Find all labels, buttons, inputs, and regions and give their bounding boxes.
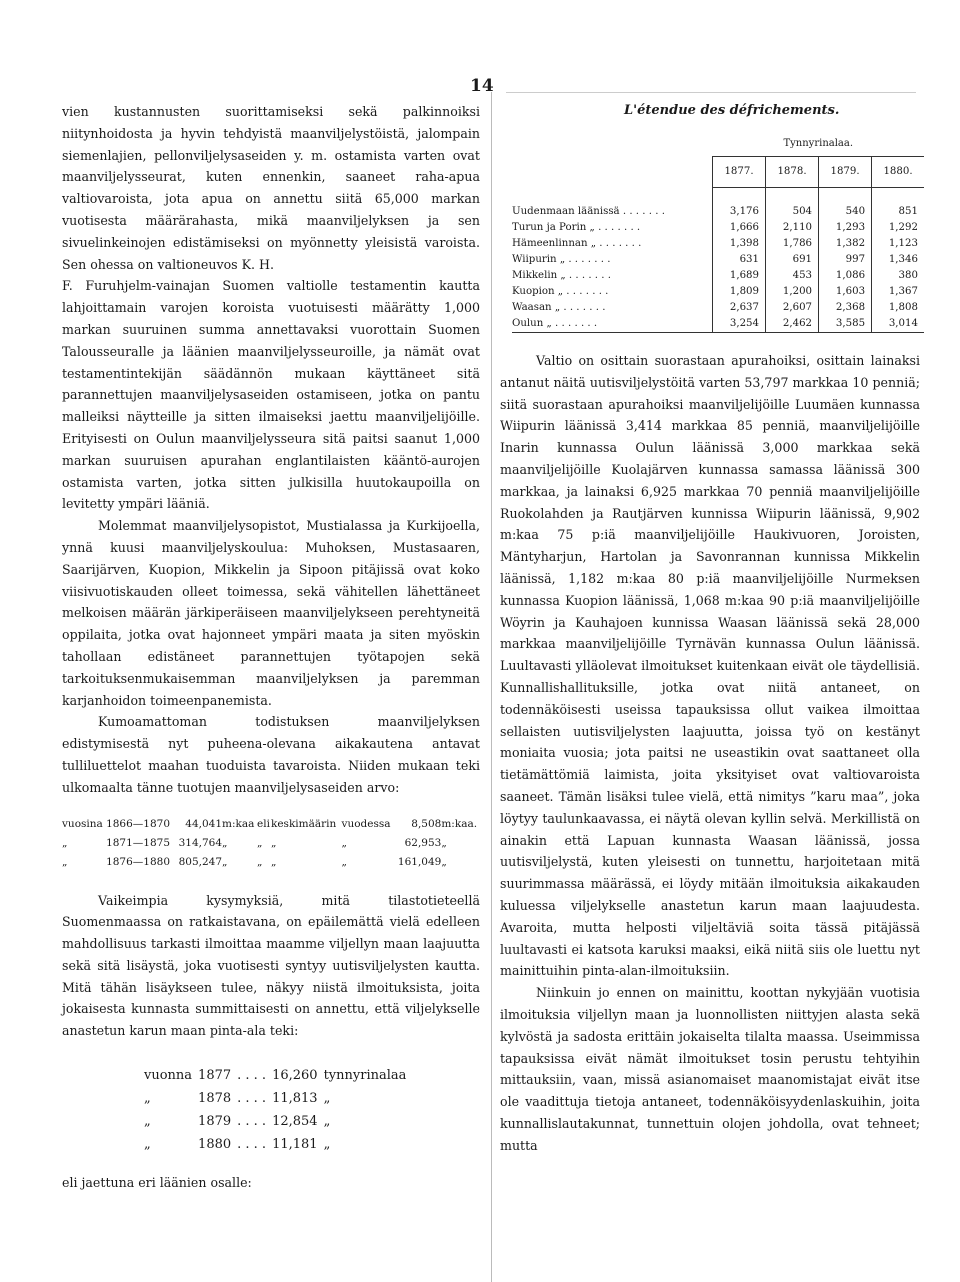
table-corner [512,132,713,157]
table-cell: 8,508 [411,817,442,830]
table-cell: 1866—1870 [106,817,171,830]
left-paragraph-2: F. Furuhjelm-vainajan Suomen valtiolle testamentin kautta lahjoittamain varojen koroista vuotuisesti määrätty 1,000 markan suuruinen summa annettavaksi vuorottain Suomen Talousseuralle ja läänien maanviljelysseuroille, ja nämät ovat testamentintekijän säädännön mukaan käyttäneet sitä parannettujen maanviljelysaseiden ostamiseen, jotka on pantu malleiksi näytteille ja sitten ilmaiseksi jaettu maanviljelijöille. Erityisesti on Oulun maanviljelysseura sitä paitsi saanut 1,000 markan suuruisen apurahan englantilaisten kääntö-aurojen ostamista varten, jotka sitten julkisilla huutokaupoilla on levitetty ympäri lääniä. [62,278,480,512]
right-paragraph-2: Niinkuin jo ennen on mainittu, koottan nykyjään vuotisia ilmoituksia viljellyn maan ja luonnollisten niittyjen alasta sekä kylvöstä ja sadosta erittäin jokaiselta tilalta maassa. Useimmissa tapauksissa eivät nämät ilmoitukset tosin perustu tehtyihin mittauksiin, vaan, missä asianomaiset maanomistajat eivät itse ole vaadittuja tietoja antaneet, todennäköisyydenlaskuihin, joita kunnallislautakunnat, tunnettuin olojen johdolla, ovat tehneet; mutta [500,985,920,1153]
table-cell: vuosina [62,817,103,830]
table-header-row [512,157,924,188]
year-value: 11,181 [272,1137,318,1153]
year-label: 1877 [198,1068,232,1084]
table-cell: 1,292 [872,220,924,236]
year-unit: tynnyrinalaa [323,1068,407,1084]
table-cell: 380 [872,268,924,284]
table-cell: 1,367 [872,284,924,300]
table-cell: 3,176 [713,204,766,220]
table-column-header: 1879. [819,157,872,188]
year-value: 11,813 [272,1091,318,1107]
page-number: 14 [470,76,494,96]
table-cell: 1,398 [713,236,766,252]
table-cell: 1,200 [766,284,819,300]
table-cell: 1,382 [819,236,872,252]
year-label: 1879 [198,1114,232,1130]
year-unit: „ [323,1091,331,1107]
table-cell: 2,110 [766,220,819,236]
leader-dots: . . . . [237,1114,267,1130]
table-cell: 2,462 [766,316,819,333]
table-cell: „ [441,855,447,868]
table-cell: 805,247 [178,855,223,868]
table-cell: m:kaa. [441,817,478,830]
row-label: Hämeenlinnan „ . . . . . . . [512,238,642,249]
table-cell: 1876—1880 [106,855,171,868]
table-cell: 1,666 [713,220,766,236]
table-unit-label: Tynnyrinalaa. [713,132,924,157]
table-cell: m:kaa [222,817,255,830]
row-label: Wiipurin „ . . . . . . . [512,254,611,265]
year-row [144,1110,412,1133]
table-cell: 2,637 [713,300,766,316]
table-cell: „ [222,836,228,849]
table-cell: 453 [766,268,819,284]
table-cell: 1,086 [819,268,872,284]
table-cell: eli [257,817,270,830]
table-cell: 62,953 [404,836,442,849]
table-cell: „ [341,836,347,849]
table-spacer [512,188,924,205]
import-value-row [62,834,480,853]
table-cell: „ [62,855,68,868]
table-row [512,284,924,300]
table-cell: „ [341,855,347,868]
table-cell: „ [257,855,263,868]
table-cell: 1871—1875 [106,836,171,849]
table-unit-row [512,132,924,157]
row-label: Turun ja Porin „ . . . . . . . [512,222,641,233]
table-cell: keskimäärin [270,817,337,830]
year-value: 12,854 [272,1114,318,1130]
table-corner [512,157,713,188]
table-column-header: 1880. [872,157,924,188]
table-cell: „ [222,855,228,868]
year-prefix: vuonna [144,1068,193,1084]
import-value-row [62,853,480,872]
table-cell: vuodessa [341,817,391,830]
year-label: 1878 [198,1091,232,1107]
table-cell: 504 [766,204,819,220]
table-row [512,220,924,236]
year-unit: „ [323,1114,331,1130]
left-paragraph-1: vien kustannusten suorittamiseksi sekä palkinnoiksi niitynhoidosta ja hyvin tehdyistä maanviljelystöistä, jalompain siemenlajien, pellonviljelysaseiden y. m. ostamista varten ovat maanviljelysseurat, kuten ennenkin, saaneet raha-apua valtiovaroista, jota apua on annettu siitä 65,000 markan vuotisesta määrärahasta, mikä maanviljelyksen ja sen sivuelinkeinojen edistämiseksi on myönnetty yleisistä varoista. Sen ohessa on valtioneuvos K. H. [62,104,480,272]
table-cell: „ [270,836,277,849]
row-label: Oulun „ . . . . . . . [512,316,713,333]
table-title: L'étendue des défrichements. [624,103,840,118]
row-label: Uudenmaan läänissä . . . . . . . [512,206,665,217]
left-paragraph-5: Vaikeimpia kysymyksiä, mitä tilastotieteellä Suomenmaassa on ratkaistavana, on epäilemättä vielä edelleen mahdollisuus tarkasti ilmoittaa maamme viljellyn maan laajuutta sekä sitä lisäystä, joka vuotisesti syntyy uutisviljelysten kautta. Mitä tähän lisäykseen tulee, näkyy niistä ilmoituksista, joita jokaisesta kunnasta summittaisesti on annettu, että viljelykselle anastetun karun maan pinta-ala teki: [62,892,480,1039]
table-cell: 1,808 [872,300,924,316]
table-cell: 1,603 [819,284,872,300]
year-row [144,1064,412,1087]
leader-dots: . . . . [237,1091,267,1107]
column-divider [491,92,492,1282]
table-cell: 2,607 [766,300,819,316]
table-cell: 631 [713,252,766,268]
table-row [512,236,924,252]
year-row [144,1087,412,1110]
table-column-header: 1878. [766,157,819,188]
leader-dots: . . . . [237,1068,267,1084]
left-paragraph-3: Molemmat maanviljelysopistot, Mustialassa ja Kurkijoella, ynnä kuusi maanviljelyskoulua: Muhoksen, Mustasaaren, Saarijärven, Kuopion, Mikkelin ja Sipoon pitäjissä ovat koko viisivuotiskauden olleet toimessa, sekä vähitellen lähettäneet melkoisen määrän järkiperäiseen maanviljelykseen perehtyneitä oppilaita, jotka ovat hajonneet ympäri maata ja siten myöskin tahollaan edistäneet parannettujen työtapojen sekä tarkoituksenmukaisemman maanviljelyksen ja paremman karjanhoidon toimeenpanemista. [62,518,480,708]
table-cell: 1,809 [713,284,766,300]
table-cell: 997 [819,252,872,268]
table-cell: „ [62,836,68,849]
header-rule [506,92,916,93]
year-label: 1880 [198,1137,232,1153]
table-cell: 314,764 [178,836,223,849]
table-cell: 2,368 [819,300,872,316]
left-column [62,101,480,1194]
row-label: Waasan „ . . . . . . . [512,302,606,313]
table-row [512,268,924,284]
year-value: 16,260 [272,1068,318,1084]
year-prefix: „ [144,1091,151,1107]
year-row [144,1133,412,1156]
right-column [500,350,920,1156]
table-cell: 3,014 [872,316,924,333]
row-label: Mikkelin „ . . . . . . . [512,270,611,281]
table-cell: 1,346 [872,252,924,268]
table-cell: 3,585 [819,316,872,333]
table-cell: „ [270,855,277,868]
table-cell: 1,293 [819,220,872,236]
table-cell: 44,041 [185,817,223,830]
table-cell: 691 [766,252,819,268]
table-row [512,252,924,268]
import-value-table [62,815,480,872]
table-cell: „ [257,836,263,849]
table-cell: 1,123 [872,236,924,252]
row-label: Kuopion „ . . . . . . . [512,286,609,297]
table-row [512,204,924,220]
year-unit: „ [323,1137,331,1153]
table-cell: 851 [872,204,924,220]
leader-dots: . . . . [237,1137,267,1153]
year-prefix: „ [144,1137,151,1153]
table-row [512,316,924,333]
table-cell: 540 [819,204,872,220]
import-value-row [62,815,480,834]
table-cell: 3,254 [713,316,766,333]
right-paragraph-1: Valtio on osittain suorastaan apurahoiksi, osittain lainaksi antanut näitä uutisviljelystöitä varten 53,797 markkaa 10 penniä; siitä suorastaan apurahoiksi maanviljelijöille Luumäen kunnassa Wiipurin läänissä 3,414 markkaa 85 penniä, maanviljelijöille Inarin kunnassa Oulun läänissä 3,000 markkaa sekä maanviljelijöille Kuolajärven kunnassa samassa läänissä 300 markkaa, ja lainaksi 6,925 markkaa 70 penniä maanviljelijöille Ruokolahden ja Rautjärven kunnissa Wiipurin läänissä, 9,902 m:kaa 75 p:iä maanviljelijöille Haukivuoren, Joroisten, Mäntyharjun, Hartolan ja Savonrannan kunnissa Mikkelin läänissä, 1,182 m:kaa 80 p:iä maanviljelijöille Nurmeksen kunnassa Kuopion läänissä, 1,068 m:kaa 90 p:iä maanviljelijöille Wöyrin ja Kauhajoen kunnissa Waasan läänissä sekä 28,000 markkaa maanviljelijöille Tyrnävän kunnassa Oulun läänissä. Luultavasti ylläolevat ilmoitukset kuitenkaan eivät ole täydellisiä. Kunnallishallituksille, jotka ovat niitä antaneet, on todennäköisesti useissa tapauksissa ollut vaikea ilmoittaa sellaisten uutisviljelysten laajuutta, joissa työ on kestänyt moniaita vuosia; jota paitsi ne useastikin ovat saattaneet olla tietämättömiä laimista, joita yksityiset ovat valtiovaroista saaneet. Tämän lisäksi tulee vielä, että nimitys ”karu maa”, joka löytyy taulunkaavassa, ei näytä olevan kyllin selvä. Merkillistä on ainakin että Lapuan kunnasta Waasan läänissä, jossa uutisviljelystä, kuten yleisesti on tunnettu, harjoitetaan mitä suurimmassa määrässä, ei löydy mitään ilmoituksia aikakauden kuluessa viljelykselle anastetun karun maan laajuudesta. Avaroita, mutta helposti viljeltäviä soita tässä pitäjässä luultavasti ei katsota karuksi maaksi, eikä niitä siis ole luettu nyt mainittuihin pinta-alan-ilmoituksiin. [500,353,920,979]
left-paragraph-4: Kumoamattoman todistuksen maanviljelyksen edistymisestä nyt puheena-olevana aikakautena antavat tulliluettelot maahan tuoduista tavaroista. Niiden mukaan teki ulkomaalta tänne tuotujen maanviljelysaseiden arvo: [62,714,480,795]
table-cell: 1,689 [713,268,766,284]
year-prefix: „ [144,1114,151,1130]
table-cell: „ [441,836,447,849]
table-cell: 1,786 [766,236,819,252]
table-row [512,300,924,316]
table-column-header: 1877. [713,157,766,188]
cleared-area-by-year [144,1064,412,1156]
cleared-area-table [512,132,924,333]
left-closing-line: eli jaettuna eri läänien osalle: [62,1175,252,1191]
table-cell: 161,049 [397,855,442,868]
